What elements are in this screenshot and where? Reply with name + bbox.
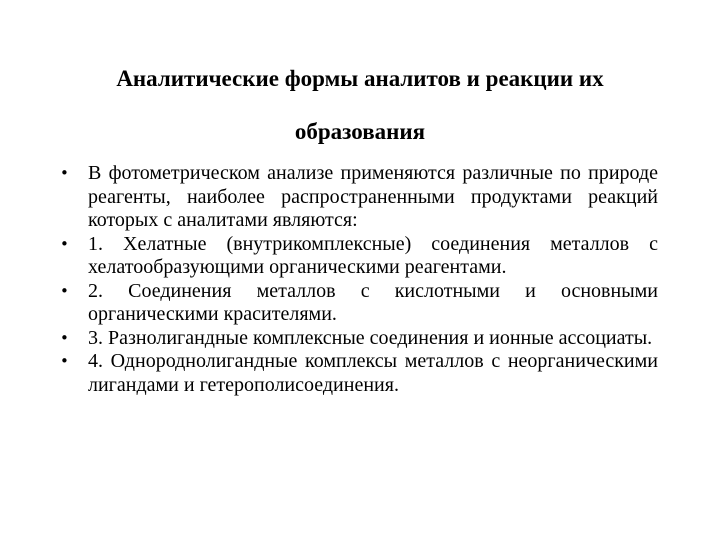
bullet-item-4: [60, 350, 658, 397]
bullet-text: 3. Разнолигандные комплексные соединения и ионные ассоциаты.: [88, 326, 653, 349]
bullet-item-3: [60, 327, 658, 351]
bullet-list: [60, 162, 658, 397]
bullet-text: В фотометрическом анализе применяются различные по природе реагенты, наиболее распространенными продуктами реакций которых с аналитами являются:: [88, 162, 658, 231]
bullet-dot-icon: •: [60, 328, 69, 347]
bullet-text: 4. Однороднолигандные комплексы металлов с неорганическими лигандами и гетерополисоединения.: [88, 350, 658, 396]
bullet-text: 2. Соединения металлов с кислотными и основными органическими красителями.: [88, 279, 658, 325]
bullet-dot-icon: •: [60, 352, 69, 370]
bullet-dot-icon: •: [60, 234, 69, 253]
bullet-item-1: [60, 233, 658, 280]
bullet-dot-icon: •: [60, 281, 69, 300]
slide-title-line-1: Аналитические формы аналитов и реакции их: [116, 66, 604, 91]
bullet-item-intro: [60, 162, 658, 233]
bullet-dot-icon: •: [60, 164, 69, 182]
bullet-item-2: [60, 280, 658, 327]
slide-title-line-2: образования: [294, 119, 426, 144]
bullet-text: 1. Хелатные (внутрикомплексные) соединения металлов с хелатообразующими органическими реагентами.: [88, 232, 658, 278]
slide-title: [40, 52, 680, 158]
